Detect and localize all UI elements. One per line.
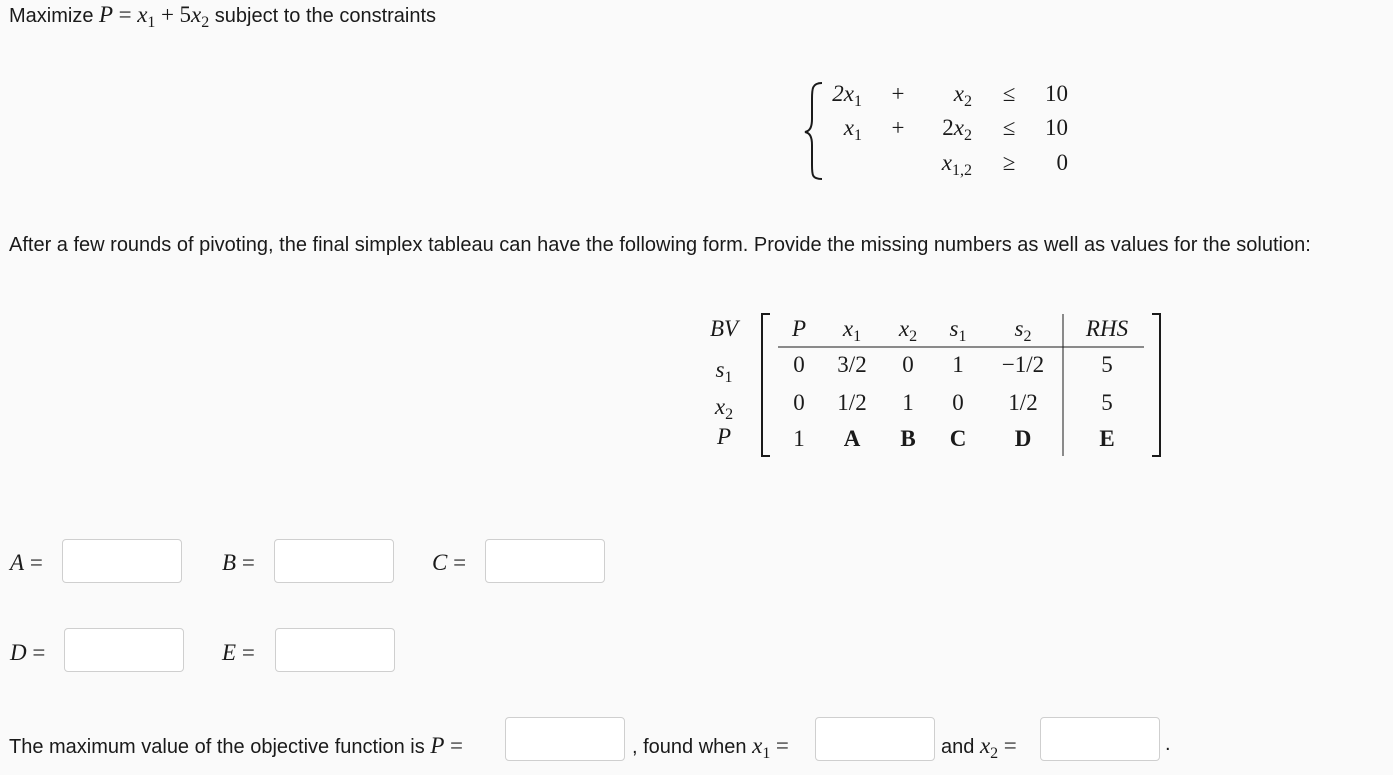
tableau-cell: 0	[793, 352, 805, 377]
tableau-header-s2: $s_2$	[1014, 316, 1032, 345]
tableau-cell: 3/2	[837, 352, 867, 377]
objective-term-2: $5x_2$	[179, 2, 210, 31]
tableau-cell-e: E	[1099, 426, 1115, 451]
tableau-bv-x2: $x_2$	[714, 394, 734, 423]
tableau-cell: 1/2	[837, 390, 867, 415]
answer-b-input[interactable]	[274, 539, 394, 583]
tableau-bv-header: BV	[709, 316, 739, 341]
tableau-header-s1: $s_1$	[949, 316, 967, 345]
intro-lead: Maximize	[9, 5, 94, 27]
constraint-3-term-b: $x_{1,2}$	[941, 150, 972, 179]
tableau-cell-b: B	[900, 426, 916, 451]
constraint-2-rel: ≤	[1002, 115, 1016, 140]
eq-sign: =	[118, 2, 132, 27]
solution-end-period: .	[1165, 733, 1171, 755]
tableau-bv-s1: $s_1$	[715, 357, 733, 386]
tableau-cell-d: D	[1014, 426, 1032, 451]
constraint-1-term-a: $2x_1$	[832, 81, 862, 110]
tableau-cell: 0	[793, 390, 805, 415]
intro-tail: subject to the constraints	[214, 5, 437, 27]
answer-b-label: B =	[222, 550, 255, 575]
answer-d-input[interactable]	[64, 628, 184, 672]
tableau-cell: 1	[952, 352, 964, 377]
tableau-cell-a: A	[843, 426, 861, 451]
answer-a-input[interactable]	[62, 539, 182, 583]
answer-c-input[interactable]	[485, 539, 605, 583]
tableau-cell: −1/2	[1001, 352, 1045, 377]
problem-statement	[9, 2, 437, 31]
constraint-3-rhs: 0	[1056, 150, 1068, 175]
answer-a-label: A =	[10, 550, 43, 575]
tableau-cell: 5	[1101, 390, 1113, 415]
constraint-2-term-b: $2x_2$	[942, 115, 972, 144]
constraint-1-rhs: 10	[1045, 81, 1068, 106]
simplex-tableau	[700, 310, 1170, 460]
constraint-1-op: +	[891, 81, 905, 106]
tableau-cell-c: C	[949, 426, 967, 451]
tableau-cell: 0	[902, 352, 914, 377]
tableau-header-x1: $x_1$	[842, 316, 862, 345]
objective-term-1: $x_1$	[137, 2, 156, 31]
x1-value-input[interactable]	[815, 717, 935, 761]
instructions-text: After a few rounds of pivoting, the final simplex tableau can have the following form. Provide the missing numbers as well as values for the solution:	[9, 234, 1311, 256]
constraint-3-rel: ≥	[1002, 150, 1016, 175]
answer-e-input[interactable]	[275, 628, 395, 672]
constraint-1-rel: ≤	[1002, 81, 1016, 106]
max-p-input[interactable]	[505, 717, 625, 761]
answer-e-label: E =	[222, 640, 255, 665]
tableau-cell: 1	[902, 390, 914, 415]
constraint-1-term-b: $x_2$	[953, 81, 972, 110]
answer-d-label: D =	[10, 640, 46, 665]
tableau-cell: 1/2	[1008, 390, 1038, 415]
constraint-2-rhs: 10	[1045, 115, 1068, 140]
left-brace-icon	[802, 81, 826, 181]
x2-value-input[interactable]	[1040, 717, 1160, 761]
solution-text-3: and $x_2$ =	[941, 733, 1017, 762]
tableau-cell: 1	[793, 426, 805, 451]
tableau-header-p: P	[791, 316, 807, 341]
plus-sign: +	[160, 2, 174, 27]
answer-c-label: C =	[432, 550, 467, 575]
tableau-cell: 5	[1101, 352, 1113, 377]
constraint-2-op: +	[891, 115, 905, 140]
tableau-header-rhs: RHS	[1085, 316, 1129, 341]
solution-text-1: The maximum value of the objective function is P =	[9, 733, 463, 758]
constraint-system	[800, 78, 1100, 183]
tableau-cell: 0	[952, 390, 964, 415]
objective-var: P	[99, 2, 114, 27]
tableau-bv-p: P	[716, 424, 732, 449]
solution-text-2: , found when $x_1$ =	[632, 733, 789, 762]
constraint-2-term-a: $x_1$	[843, 115, 862, 144]
tableau-header-x2: $x_2$	[898, 316, 918, 345]
